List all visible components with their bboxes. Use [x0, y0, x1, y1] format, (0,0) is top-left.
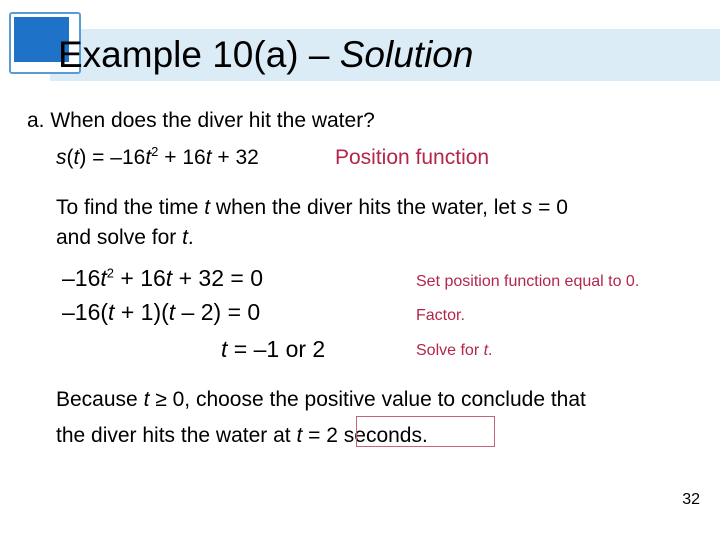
exponent: 2 [106, 265, 114, 281]
find-text: and solve for [56, 226, 183, 249]
step-1-note [416, 272, 639, 292]
var-t: t [108, 299, 115, 325]
step-2-equation [62, 298, 260, 326]
position-function-line [56, 145, 259, 171]
find-text: To find the time [56, 196, 205, 219]
math-text: – 2) = 0 [175, 299, 261, 325]
conclusion-line1 [56, 388, 586, 411]
var-t: t [296, 424, 303, 447]
conclusion-fragment: = 2 seconds. [302, 424, 428, 447]
math-text: + 32 = 0 [172, 265, 263, 291]
step-3-equation [221, 335, 325, 363]
find-line1 [56, 196, 568, 219]
math-text: . [488, 342, 493, 359]
math-text: Set position function equal to 0. [416, 273, 640, 290]
var-s: s [56, 146, 67, 169]
conclusion-text [56, 382, 586, 454]
conclusion-fragment: the diver hits the water at [56, 424, 297, 447]
var-t: t [182, 226, 188, 249]
position-function-label: Position function [335, 146, 490, 169]
var-t: t [143, 388, 150, 411]
math-text: Factor. [416, 307, 465, 324]
math-text: + 1)( [114, 299, 169, 325]
slide-title-main: Example 10(a) – [58, 34, 340, 75]
find-instruction [56, 193, 568, 253]
conclusion-fragment: ≥ 0, choose the positive value to conclude that [149, 388, 586, 411]
var-t: t [483, 342, 489, 359]
step-2-note [416, 306, 465, 326]
find-text: . [187, 226, 194, 249]
find-text: = 0 [532, 196, 568, 219]
question-text: a. When does the diver hit the water? [27, 109, 375, 132]
var-t: t [205, 146, 212, 169]
exponent: 2 [151, 144, 159, 159]
answer-highlight-box [356, 416, 495, 447]
var-t: t [204, 196, 211, 219]
math-text: Solve for [416, 342, 484, 359]
var-t: t [73, 146, 80, 169]
step-1-equation [62, 264, 263, 292]
math-text: –16 [62, 265, 101, 291]
math-text: = –1 or 2 [227, 336, 326, 362]
var-t: t [221, 336, 228, 362]
var-t: t [165, 265, 173, 291]
pf-part1: ) = –16 [79, 146, 146, 169]
var-t: t [168, 299, 176, 325]
step-3-note [416, 341, 493, 361]
page-number: 32 [682, 491, 700, 508]
math-text: + 16 [114, 265, 166, 291]
slide-title [58, 32, 473, 78]
var-s: s [521, 196, 533, 219]
find-line2 [56, 226, 194, 249]
pf-part2: + 16 [158, 146, 206, 169]
slide-title-italic: Solution [339, 34, 474, 75]
pf-part3: + 32 [211, 146, 259, 169]
pf-paren: ( [66, 146, 74, 169]
math-text: –16( [62, 299, 109, 325]
conclusion-fragment: Because [56, 388, 144, 411]
var-t: t [145, 146, 152, 169]
find-text: when the diver hits the water, let [210, 196, 522, 219]
var-t: t [100, 265, 107, 291]
